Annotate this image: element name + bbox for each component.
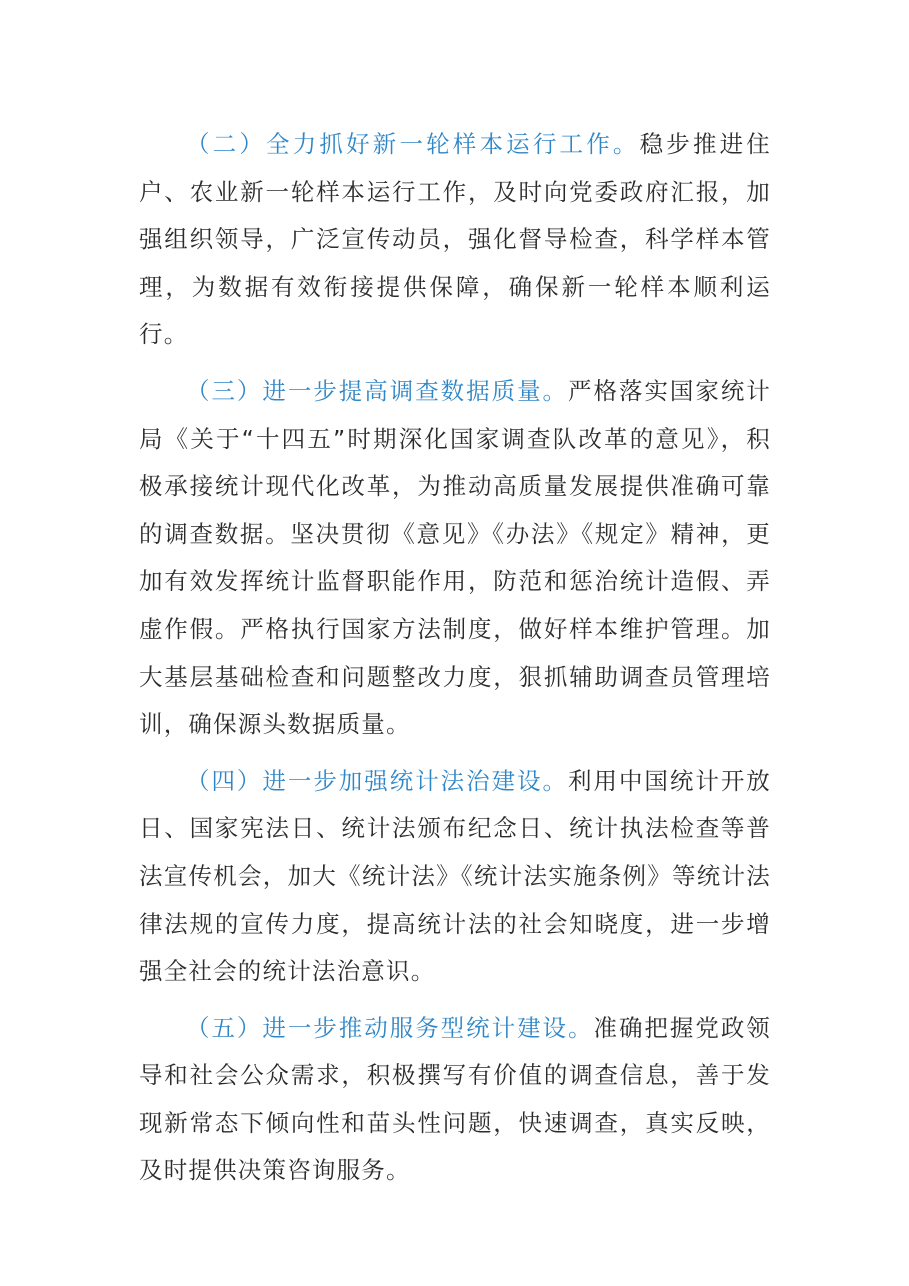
section-text-4: 利用中国统计开放日、国家宪法日、统计法颁布纪念日、统计执法检查等普法宣传机会，加大《统计法》《统计法实施条例》等统计法律法规的宣传力度，提高统计法的社会知晓度，进一步增强全社会的统计法治意识。	[139, 766, 772, 986]
paragraph-5	[139, 1005, 771, 1195]
paragraph-3	[139, 368, 771, 749]
section-text-5: 准确把握党政领导和社会公众需求，积极撰写有价值的调查信息，善于发现新常态下倾向性和苗头性问题，快速调查，真实反映，及时提供决策咨询服务。	[139, 1013, 771, 1185]
paragraph-4	[139, 758, 771, 996]
section-text-2: 稳步推进住户、农业新一轮样本运行工作，及时向党委政府汇报，加强组织领导，广泛宣传动员，强化督导检查，科学样本管理，为数据有效衔接提供保障，确保新一轮样本顺利运行。	[139, 130, 772, 349]
paragraph-2	[139, 121, 771, 359]
section-heading-2: （二）全力抓好新一轮样本运行工作。	[186, 130, 640, 158]
section-heading-5: （五）进一步推动服务型统计建设。	[186, 1013, 594, 1042]
document-body	[139, 121, 771, 1204]
section-text-3: 严格落实国家统计局《关于“十四五”时期深化国家调查队改革的意见》，积极承接统计现代化改革，为推动高质量发展提供准确可靠的调查数据。坚决贯彻《意见》《办法》《规定》精神，更加有效发挥统计监督职能作用，防范和惩治统计造假、弄虚作假。严格执行国家方法制度，做好样本维护管理。加大基层基础检查和问题整改力度，狠抓辅助调查员管理培训，确保源头数据质量。	[139, 376, 772, 739]
section-heading-3: （三）进一步提高调查数据质量。	[186, 376, 569, 405]
section-heading-4: （四）进一步加强统计法治建设。	[186, 766, 569, 795]
